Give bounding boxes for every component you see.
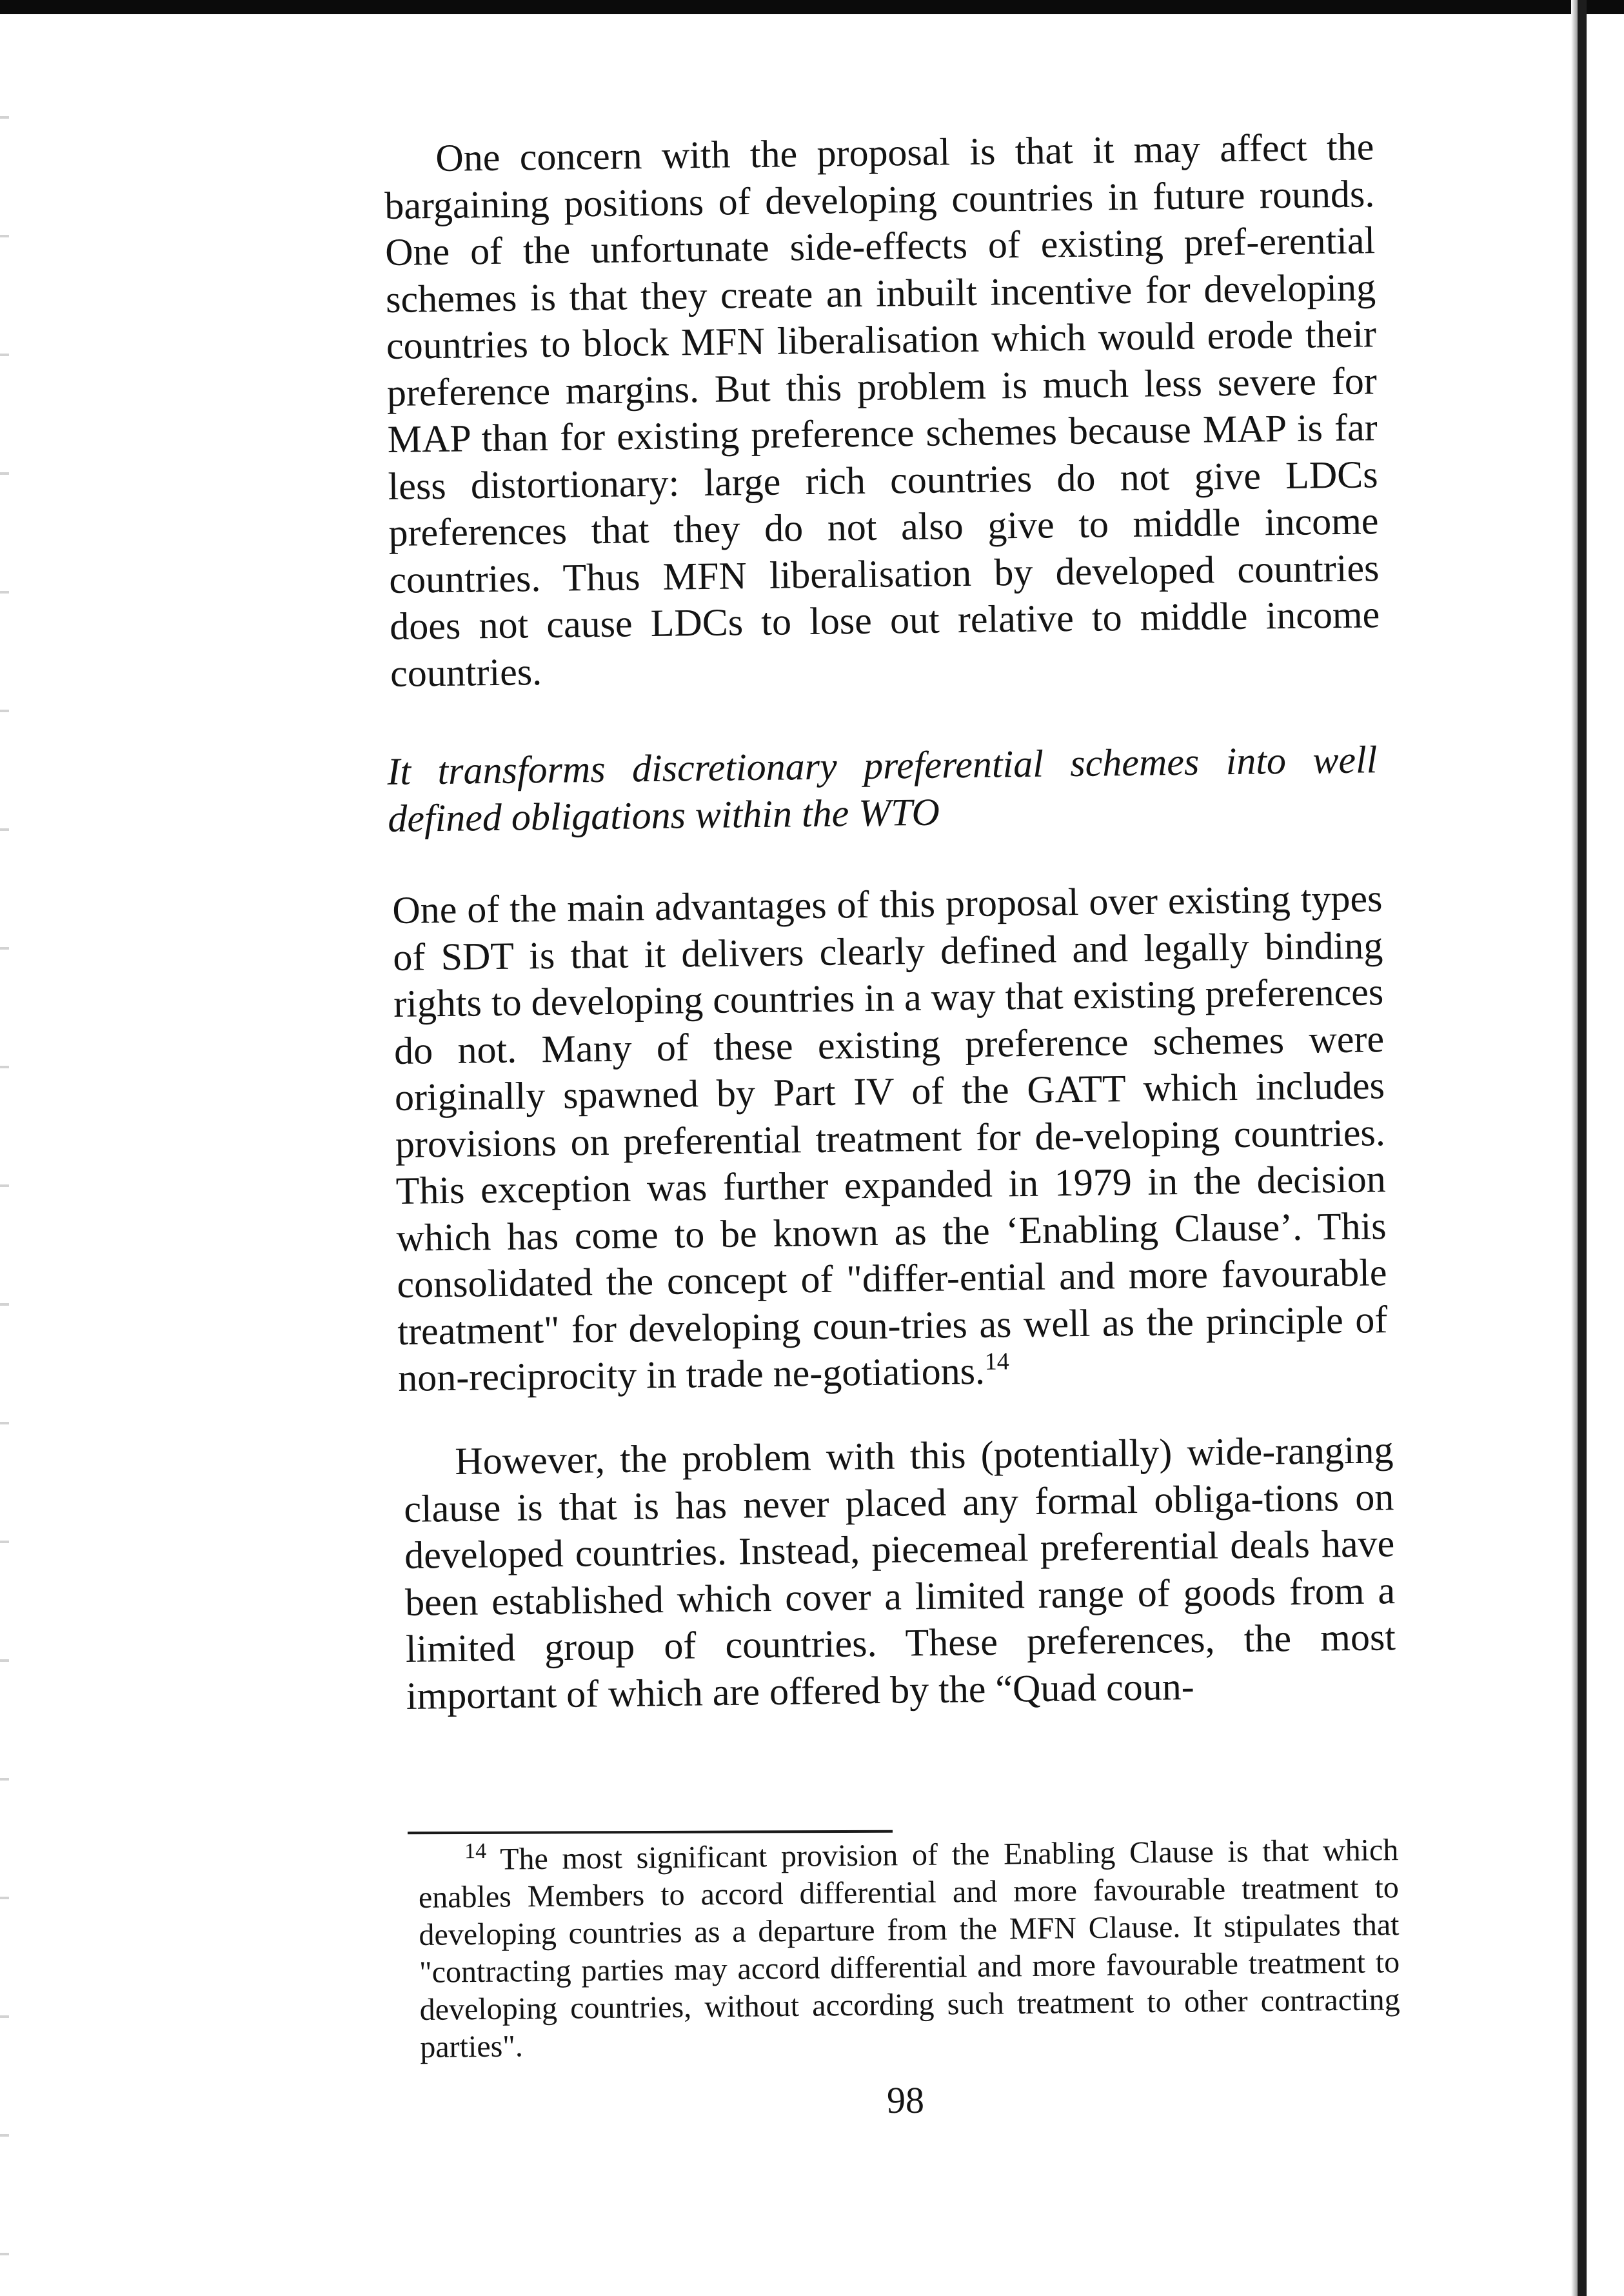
footnote-14 bbox=[418, 1832, 1401, 2066]
footnote-separator bbox=[408, 1830, 893, 1835]
scan-left-edge-marks bbox=[0, 0, 9, 2296]
paragraph-bargaining-concern: One concern with the proposal is that it may affect the bargaining positions of developing countries in future rounds. One of the unfortunate side-effects of existing pref-erential schemes is that they create an inbuilt incentive for developing countries to block MFN liberalisation which would erode their preference margins. But this problem is much less severe for MAP than for existing preference schemes because MAP is far less distortionary: large rich countries do not give LDCs preferences that they do not also give to middle income countries. Thus MFN liberalisation by developed countries does not cause LDCs to lose out relative to middle income countries. bbox=[384, 125, 1380, 695]
paragraph-enabling-clause-problem: However, the problem with this (potentially) wide-ranging clause is that is has never placed any formal obliga-tions on developed countries. Instead, piecemeal preferential deals have been established which cover a limited range of goods from a limited group of countries. These preferences, the most important of which are offered by the “Quad coun- bbox=[403, 1428, 1396, 1717]
paragraph-main-advantages bbox=[392, 875, 1389, 1401]
scan-top-edge bbox=[0, 0, 1624, 14]
footnote-reference-14[interactable]: 14 bbox=[984, 1348, 1010, 1375]
paragraph-main-advantages-text: One of the main advantages of this proposal over existing types of SDT is that it delivers clearly defined and legally binding rights to developing countries in a way that existing preferences do not. Many of these existing preference schemes were originally spawned by Part IV of the GATT which includes provisions on preferential treatment for de-veloping countries. This exception was further expanded in 1979 in the decision which has come to be known as the ‘Enabling Clause’. This consolidated the concept of "differ-ential and more favourable treatment" for developing coun-tries as well as the principle of non-reciprocity in trade ne-gotiations. bbox=[392, 877, 1388, 1399]
section-heading: It transforms discretionary preferential schemes into well defined obligations within the WTO bbox=[387, 738, 1378, 840]
book-spine bbox=[1578, 0, 1587, 2296]
page-number: 98 bbox=[887, 2079, 924, 2121]
footnote-text: The most significant provision of the Enabling Clause is that which enables Members to accord differential and more favourable treatment to developing countries as a departure from the MFN Clause. It stipulates that "contracting parties may accord differential and more favourable treatment to developing countries, without according such treatment to other contracting parties". bbox=[418, 1833, 1400, 2064]
footnote-number: 14 bbox=[464, 1839, 487, 1864]
book-spine-shadow bbox=[1571, 0, 1578, 2296]
